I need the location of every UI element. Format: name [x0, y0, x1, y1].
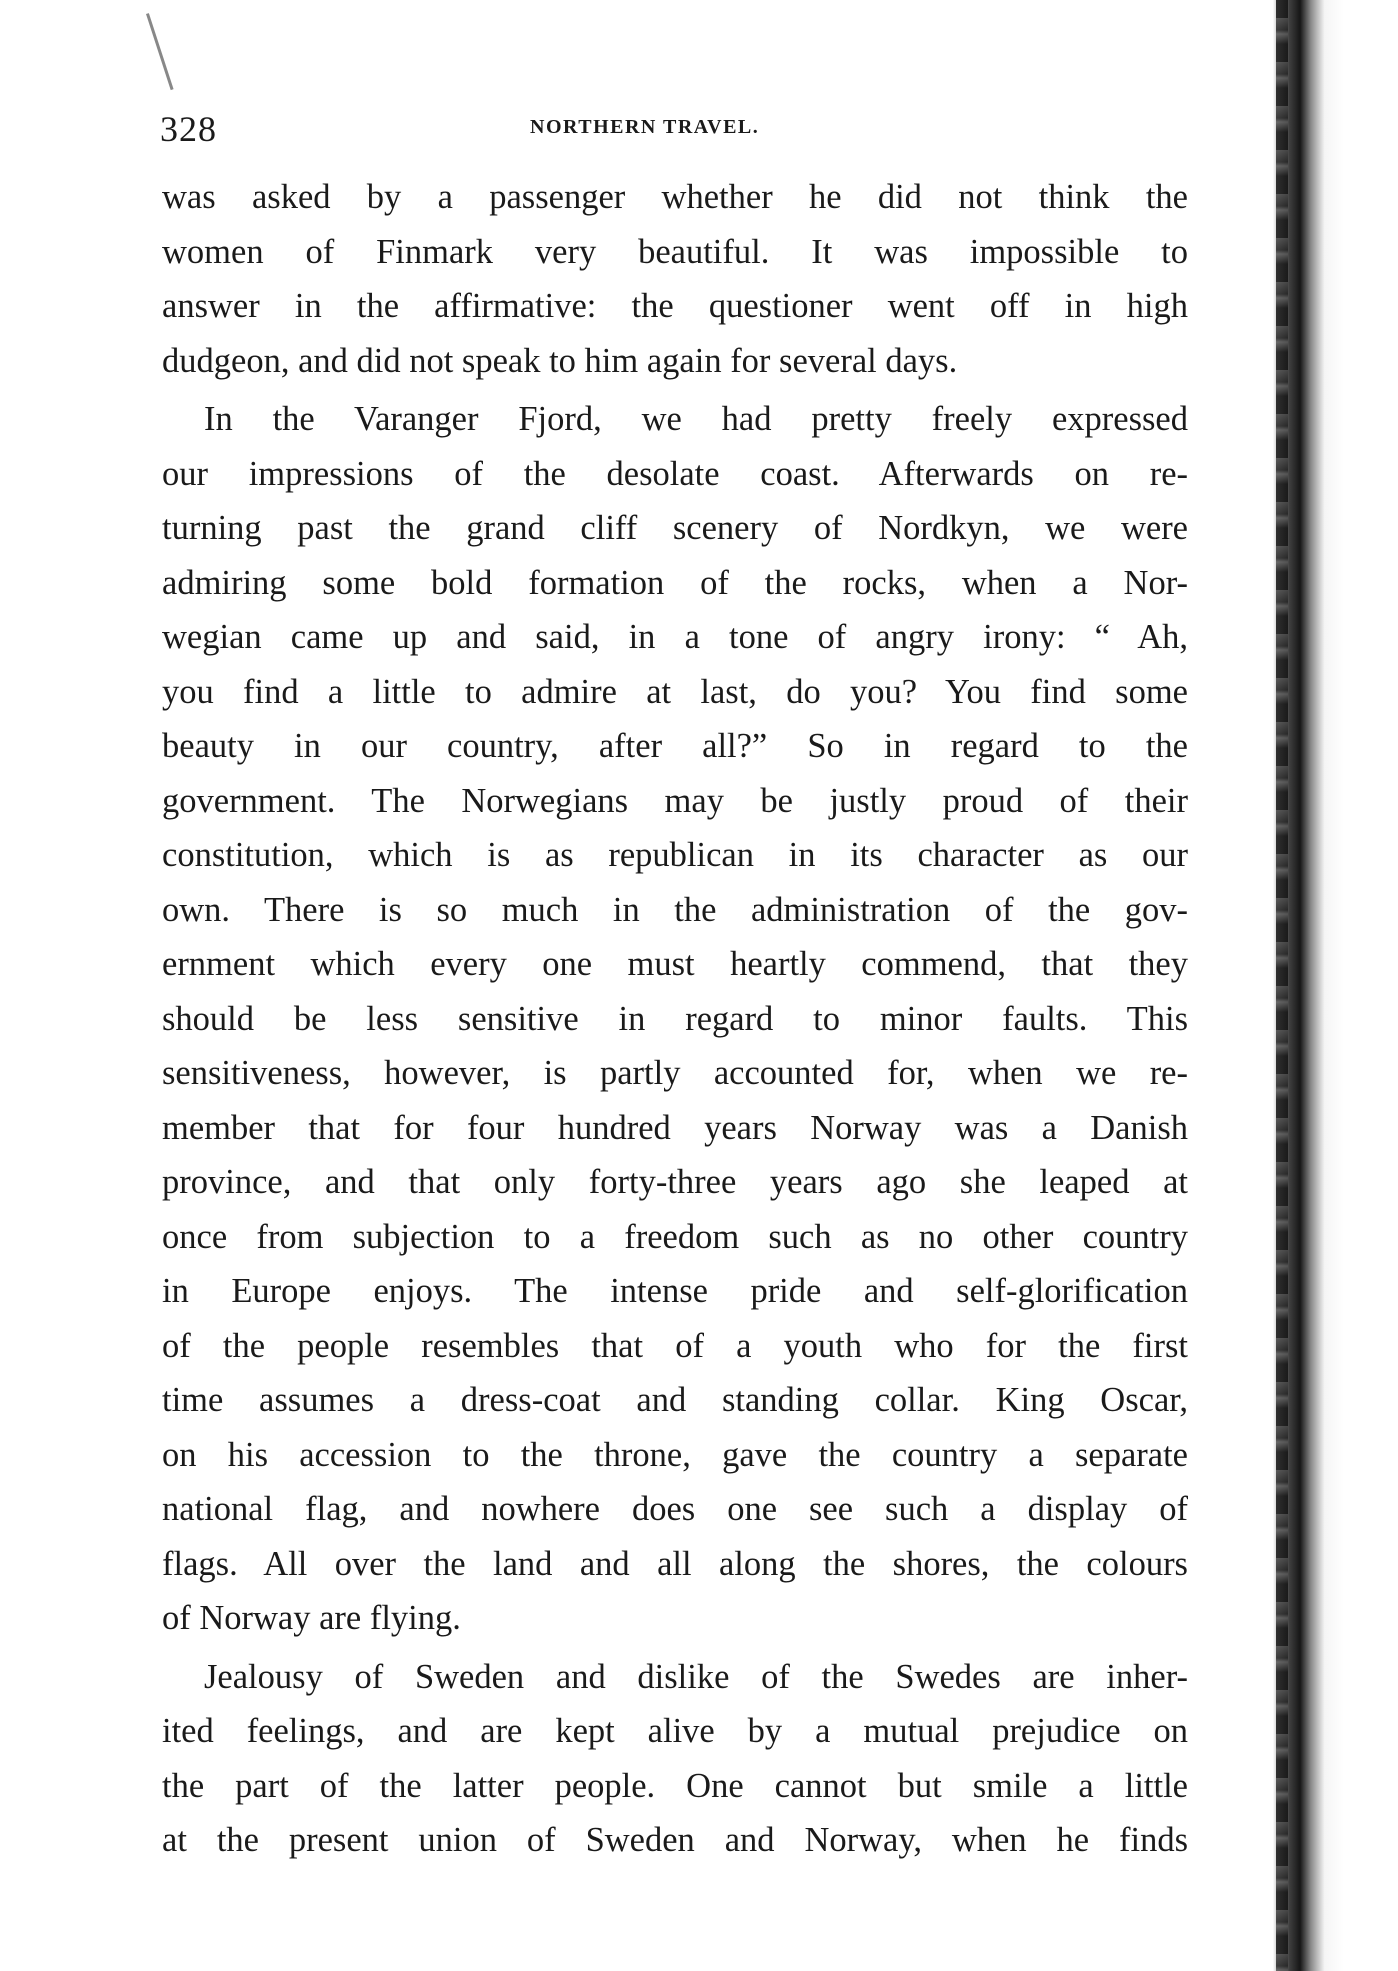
text-line: national flag, and nowhere does one see such a display of	[162, 1490, 1188, 1528]
text-line: own. There is so much in the administration of the gov-	[162, 890, 1188, 929]
text-line: government. The Norwegians may be justly proud of their	[162, 781, 1188, 820]
text-line: dudgeon, and did not speak to him again for several days.	[162, 341, 958, 380]
text-line: member that for four hundred years Norway was a Danish	[162, 1108, 1188, 1147]
body-text	[162, 170, 1188, 1872]
text-line: at the present union of Sweden and Norway, when he finds	[162, 1821, 1188, 1859]
scanned-binding-shadow	[1276, 0, 1288, 1971]
text-line: admiring some bold formation of the rocks, when a Nor-	[162, 563, 1188, 602]
text-line: beauty in our country, after all?” So in regard to the	[162, 727, 1188, 765]
text-line: In the Varanger Fjord, we had pretty freely expressed	[204, 400, 1188, 438]
text-line: province, and that only forty-three years ago she leaped at	[162, 1163, 1188, 1201]
page-number: 328	[160, 109, 217, 149]
text-line: our impressions of the desolate coast. Afterwards on re-	[162, 454, 1188, 493]
text-line: sensitiveness, however, is partly accounted for, when we re-	[162, 1054, 1188, 1092]
text-line: answer in the affirmative: the questioner went off in high	[162, 287, 1188, 325]
scan-mark	[146, 13, 174, 90]
paragraph-1	[162, 170, 1188, 388]
text-line: women of Finmark very beautiful. It was impossible to	[162, 232, 1188, 271]
text-line: the part of the latter people. One cannot but smile a little	[162, 1766, 1188, 1805]
text-line: you find a little to admire at last, do you? You find some	[162, 672, 1188, 711]
text-line: wegian came up and said, in a tone of angry irony: “ Ah,	[162, 618, 1188, 656]
text-line: turning past the grand cliff scenery of Nordkyn, we were	[162, 509, 1188, 547]
text-line: constitution, which is as republican in its character as our	[162, 836, 1188, 874]
paragraph-2	[162, 392, 1188, 1646]
text-line: of the people resembles that of a youth who for the first	[162, 1326, 1188, 1365]
text-line: of Norway are flying.	[162, 1599, 461, 1637]
text-line: Jealousy of Sweden and dislike of the Swedes are inher-	[204, 1657, 1188, 1696]
text-line: flags. All over the land and all along the shores, the colours	[162, 1544, 1188, 1583]
page-header	[160, 108, 1190, 152]
text-line: time assumes a dress-coat and standing collar. King Oscar,	[162, 1381, 1188, 1419]
text-line: once from subjection to a freedom such as no other country	[162, 1217, 1188, 1256]
paragraph-3	[162, 1650, 1188, 1868]
text-line: should be less sensitive in regard to minor faults. This	[162, 999, 1188, 1038]
text-line: was asked by a passenger whether he did not think the	[162, 178, 1188, 216]
text-line: on his accession to the throne, gave the country a separate	[162, 1435, 1188, 1474]
running-head: NORTHERN TRAVEL.	[530, 116, 760, 138]
text-line: ernment which every one must heartly commend, that they	[162, 945, 1188, 983]
text-line: ited feelings, and are kept alive by a mutual prejudice on	[162, 1712, 1188, 1750]
text-line: in Europe enjoys. The intense pride and self-glorification	[162, 1272, 1188, 1310]
